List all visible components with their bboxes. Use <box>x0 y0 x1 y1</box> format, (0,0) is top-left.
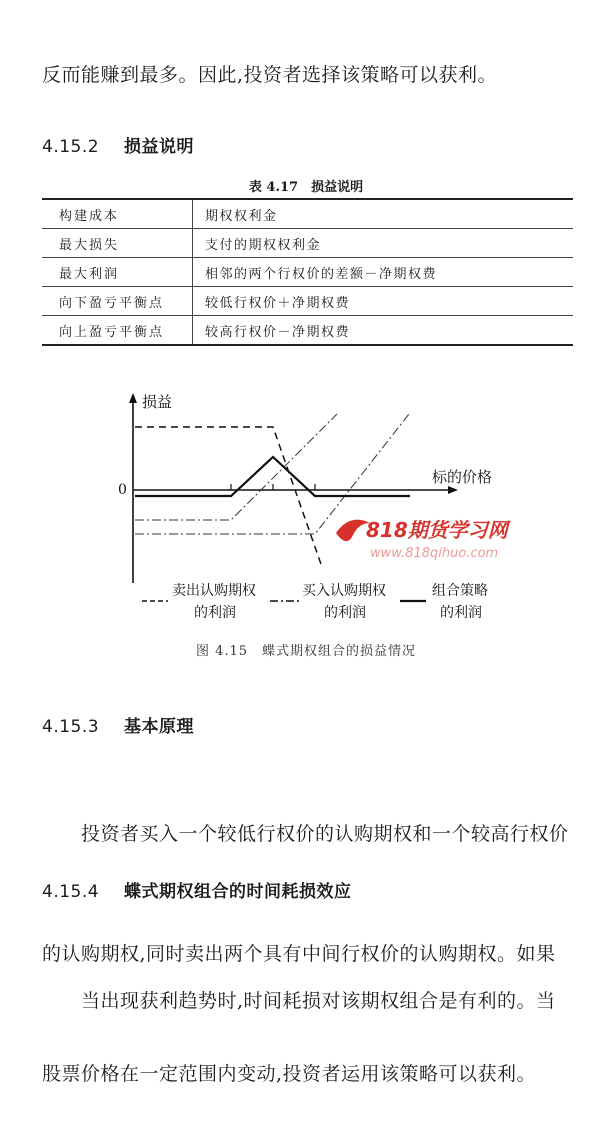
row-key: 最大利润 <box>42 258 193 287</box>
legend-label: 买入认购期权 <box>302 583 386 599</box>
legend-label: 组合策略 <box>432 583 488 599</box>
section-heading-4-15-4 <box>42 877 352 902</box>
table-row <box>42 287 573 316</box>
section-number: 4.15.2 <box>42 137 100 157</box>
watermark-title: 818期货学习网 <box>366 518 508 542</box>
paragraph-line: 股票价格在一定范围内变动,投资者运用该策略可以获利。 <box>42 1063 537 1085</box>
row-value: 较低行权价＋净期权费 <box>193 287 574 316</box>
row-value: 期权权利金 <box>193 199 574 229</box>
paragraph-line: 投资者买入一个较低行权价的认购期权和一个较高行权价 <box>42 823 569 845</box>
paragraph-line: 当出现获利趋势时,时间耗损对该期权组合是有利的。当 <box>42 990 556 1012</box>
section-title: 基本原理 <box>124 717 194 737</box>
watermark-url: www.818qihuo.com <box>370 546 499 561</box>
table-row <box>42 316 573 346</box>
x-axis-arrow <box>448 486 458 494</box>
figure-caption: 图 4.15 蝶式期权组合的损益情况 <box>195 644 417 659</box>
table-row <box>42 199 573 229</box>
legend <box>142 582 488 621</box>
buy-call-high-strike-line <box>135 414 409 534</box>
legend-label: 的利润 <box>324 605 366 621</box>
legend-label: 的利润 <box>194 605 236 621</box>
watermark-logo-icon <box>336 520 370 542</box>
section-title: 蝶式期权组合的时间耗损效应 <box>124 882 352 902</box>
legend-label: 的利润 <box>440 605 482 621</box>
paragraph-line: 的认购期权,同时卖出两个具有中间行权价的认购期权。如果 <box>42 943 556 965</box>
table-row <box>42 258 573 287</box>
top-paragraph: 反而能赚到最多。因此,投资者选择该策略可以获利。 <box>42 64 498 86</box>
buy-call-low-strike-line <box>135 414 337 520</box>
profit-loss-table <box>42 198 573 346</box>
table-row <box>42 229 573 258</box>
row-key: 构建成本 <box>42 199 193 229</box>
section-heading-4-15-2 <box>42 132 194 157</box>
time-decay-paragraph <box>42 901 556 1061</box>
y-axis-label: 损益 <box>142 393 173 411</box>
y-axis-arrow <box>129 393 137 403</box>
legend-label: 卖出认购期权 <box>172 583 256 599</box>
row-key: 向下盈亏平衡点 <box>42 287 193 316</box>
x-axis-label: 标的价格 <box>432 468 493 486</box>
watermark <box>336 518 512 561</box>
butterfly-payoff-figure <box>0 385 612 635</box>
row-value: 支付的期权权利金 <box>193 229 574 258</box>
section-number: 4.15.4 <box>42 882 100 902</box>
row-value: 较高行权价－净期权费 <box>193 316 574 346</box>
section-title: 损益说明 <box>124 137 194 157</box>
section-number: 4.15.3 <box>42 717 100 737</box>
row-key: 最大损失 <box>42 229 193 258</box>
origin-label: 0 <box>118 482 127 498</box>
row-key: 向上盈亏平衡点 <box>59 324 165 340</box>
table-caption: 表 4.17 损益说明 <box>248 180 364 195</box>
row-value: 相邻的两个行权价的差额－净期权费 <box>193 258 574 287</box>
